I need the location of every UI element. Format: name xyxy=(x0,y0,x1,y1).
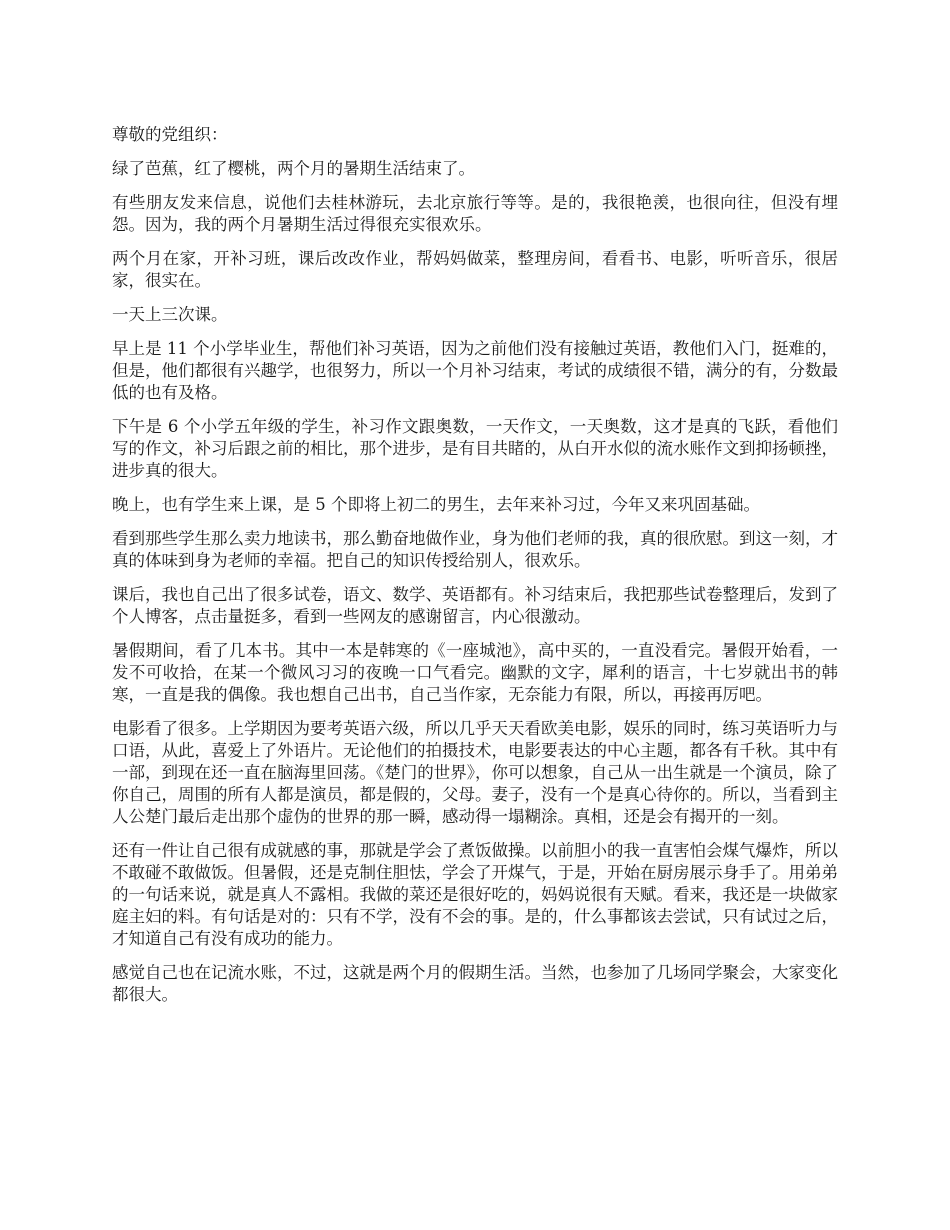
paragraph-2: 有些朋友发来信息，说他们去桂林游玩，去北京旅行等等。是的，我很艳羡，也很向往，但没有埋怨。因为，我的两个月暑期生活过得很充实很欢乐。 xyxy=(112,193,838,234)
salutation: 尊敬的党组织： xyxy=(112,125,228,144)
paragraph-13: 感觉自己也在记流水账，不过，这就是两个月的假期生活。当然，也参加了几场同学聚会，大家变化都很大。 xyxy=(112,963,838,1004)
document-body xyxy=(112,124,838,1018)
paragraph-11: 电影看了很多。上学期因为要考英语六级，所以几乎天天看欧美电影，娱乐的同时，练习英语听力与口语，从此，喜爱上了外语片。无论他们的拍摄技术，电影要表达的中心主题，都各有千秋。其中有一部，到现在还一直在脑海里回荡。《楚门的世界》，你可以想象，自己从一出生就是一个演员，除了你自己，周围的所有人都是演员，都是假的，父母。妻子，没有一个是真心待你的。所以，当看到主人公楚门最后走出那个虚伪的世界的那一瞬，感动得一塌糊涂。真相，还是会有揭开的一刻。 xyxy=(112,719,838,826)
paragraph-8: 看到那些学生那么卖力地读书，那么勤奋地做作业，身为他们老师的我，真的很欣慰。到这一刻，才真的体味到身为老师的幸福。把自己的知识传授给别人，很欢乐。 xyxy=(112,529,838,570)
paragraph-9: 课后，我也自己出了很多试卷，语文、数学、英语都有。补习结束后，我把那些试卷整理后，发到了个人博客，点击量挺多，看到一些网友的感谢留言，内心很激动。 xyxy=(112,585,838,626)
paragraph-10: 暑假期间，看了几本书。其中一本是韩寒的《一座城池》，高中买的，一直没看完。暑假开始看，一发不可收拾，在某一个微风习习的夜晚一口气看完。幽默的文字，犀利的语言，十七岁就出书的韩寒，一直是我的偶像。我也想自己出书，自己当作家，无奈能力有限，所以，再接再厉吧。 xyxy=(112,641,838,704)
paragraph-12: 还有一件让自己很有成就感的事，那就是学会了煮饭做操。以前胆小的我一直害怕会煤气爆炸，所以不敢碰不敢做饭。但暑假，还是克制住胆怯，学会了开煤气，于是，开始在厨房展示身手了。用弟弟的一句话来说，就是真人不露相。我做的菜还是很好吃的，妈妈说很有天赋。看来，我还是一块做家庭主妇的料。有句话是对的：只有不学，没有不会的事。是的，什么事都该去尝试，只有试过之后，才知道自己有没有成功的能力。 xyxy=(112,841,838,948)
paragraph-5: 早上是 11 个小学毕业生，帮他们补习英语，因为之前他们没有接触过英语，教他们入门，挺难的，但是，他们都很有兴趣学，也很努力，所以一个月补习结束，考试的成绩很不错，满分的有，分数最低的也有及格。 xyxy=(112,339,838,402)
paragraph-6: 下午是 6 个小学五年级的学生，补习作文跟奥数，一天作文，一天奥数，这才是真的飞跃，看他们写的作文，补习后跟之前的相比，那个进步，是有目共睹的，从白开水似的流水账作文到抑扬顿挫，进步真的很大。 xyxy=(112,417,838,480)
paragraph-3: 两个月在家，开补习班，课后改改作业，帮妈妈做菜，整理房间，看看书、电影，听听音乐，很居家，很实在。 xyxy=(112,249,838,290)
paragraph-1: 绿了芭蕉，红了樱桃，两个月的暑期生活结束了。 xyxy=(112,159,475,178)
paragraph-7: 晚上，也有学生来上课，是 5 个即将上初二的男生，去年来补习过，今年又来巩固基础。 xyxy=(112,495,760,514)
paragraph-4: 一天上三次课。 xyxy=(112,305,228,324)
